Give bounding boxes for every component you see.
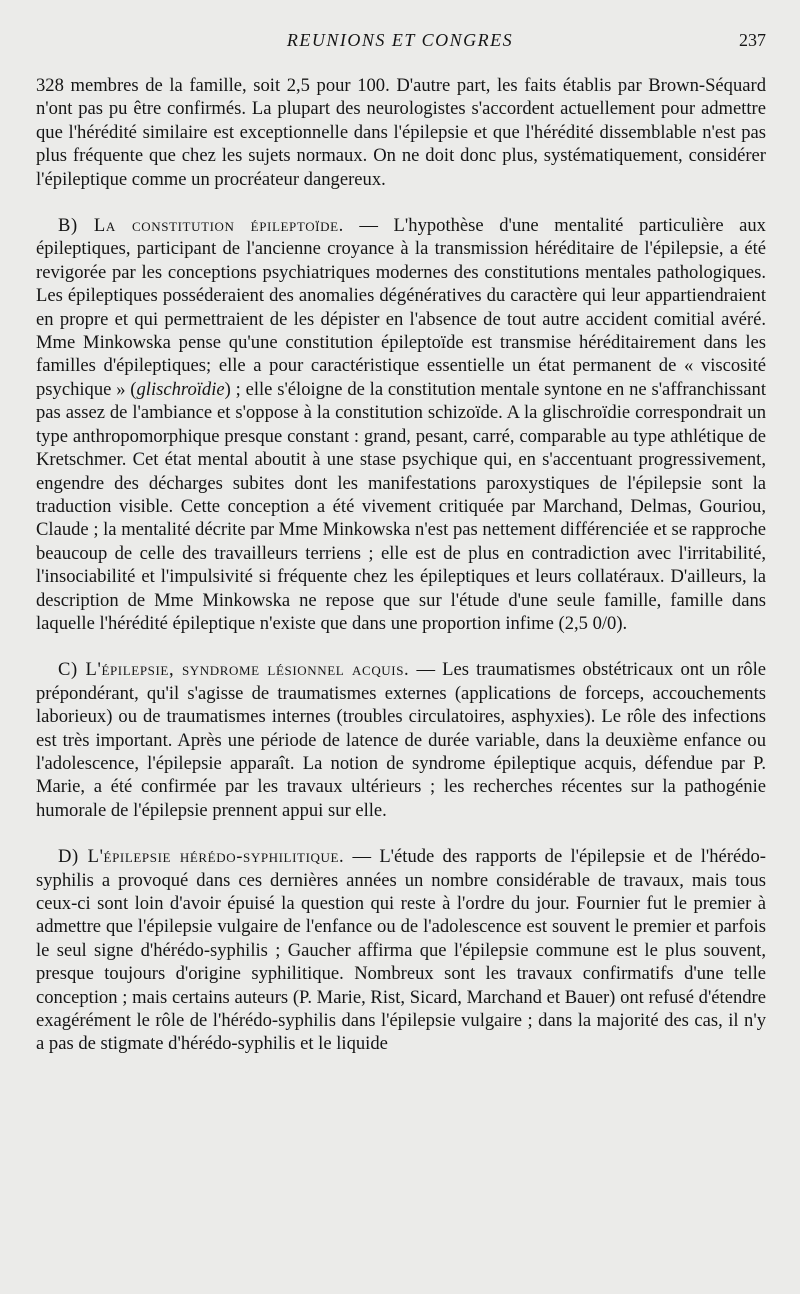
running-title: REUNIONS ET CONGRES xyxy=(286,30,514,50)
section-d-paragraph xyxy=(36,845,766,1056)
paragraph-continuation xyxy=(36,74,766,191)
running-header xyxy=(0,30,800,54)
page-number: 237 xyxy=(739,30,766,50)
italic-term: glischroïdie xyxy=(136,378,225,400)
section-heading: D) L'épilepsie hérédo-syphilitique. xyxy=(58,846,345,868)
section-c-paragraph xyxy=(36,658,766,822)
paragraph-text: 328 membres de la famille, soit 2,5 pour 100. D'autre part, les faits établis par Brown-Séquard n'ont pas pu être confirmés. La plupart des neurologistes s'accordent actuellement pour admettre que l'hérédité similaire est exceptionnelle dans l'épilepsie et que l'hérédité dissemblable n'est pas plus fréquente que chez les sujets normaux. On ne doit donc plus, systématiquement, considérer l'épileptique comme un procréateur dangereux. xyxy=(36,75,766,190)
paragraph-text: — Les traumatismes obstétricaux ont un rôle prépondérant, qu'il s'agisse de traumatismes externes (applications de forceps, accouchements laborieux) ou de traumatismes internes (troubles circulatoires, asphyxies). Le rôle des infections est très important. Après une période de latence de durée variable, dans la deuxième enfance ou l'adolescence, l'épilepsie apparaît. La notion de syndrome épileptique acquis, défendue par P. Marie, a été confirmée par les travaux ultérieurs ; les recherches récentes sur la pathogénie humorale de l'épilepsie prennent appui sur elle. xyxy=(36,659,766,821)
section-heading: C) L'épilepsie, syndrome lésionnel acquis. xyxy=(58,659,410,681)
section-b-paragraph xyxy=(36,214,766,635)
section-heading: B) La constitution épileptoïde. xyxy=(58,215,344,237)
paragraph-text: ) ; elle s'éloigne de la constitution mentale syntone en ne s'affranchissant pas assez de l'ambiance et s'oppose à la constitution schizoïde. A la glischroïdie correspondrait un type anthropomorphique presque constant : grand, pesant, carré, comparable au type athlétique de Kretschmer. Cet état mental aboutit à une stase psychique qui, en s'accentuant progressivement, engendre des décharges subites dont les manifestations paroxystiques de l'épilepsie sont la traduction visible. Cette conception a été vivement critiquée par Marchand, Delmas, Gouriou, Claude ; la mentalité décrite par Mme Minkowska n'est pas nettement différenciée et se rapproche beaucoup de celle des travailleurs terriens ; elle est de plus en contradiction avec l'irritabilité, l'insociabilité et l'impulsivité si fréquente chez les épileptiques et leurs collatéraux. D'ailleurs, la description de Mme Minkowska ne repose que sur l'étude d'une seule famille, famille dans laquelle l'hérédité épileptique n'existe que dans une proportion infime (2,5 0/0). xyxy=(36,378,766,634)
paragraph-text: — L'étude des rapports de l'épilepsie et de l'hérédo-syphilis a provoqué dans ces dernières années un nombre considérable de travaux, mais tous ceux-ci sont loin d'avoir épuisé la question qui reste à l'ordre du jour. Fournier fut le premier à admettre que l'épilepsie vulgaire de l'enfance ou de l'adolescence est souvent le premier et parfois le seul signe d'hérédo-syphilis ; Gaucher affirma que l'épilepsie commune est le plus souvent, presque toujours d'origine syphilitique. Nombreux sont les travaux confirmatifs d'une telle conception ; mais certains auteurs (P. Marie, Rist, Sicard, Marchand et Bauer) ont refusé d'étendre exagérément le rôle de l'hérédo-syphilis dans l'épilepsie vulgaire ; dans la majorité des cas, il n'y a pas de stigmate d'hérédo-syphilis et le liquide xyxy=(36,846,766,1055)
paragraph-text: — L'hypothèse d'une mentalité particulière aux épileptiques, participant de l'ancienne croyance à la transmission héréditaire de l'épilepsie, a été revigorée par les conceptions psychiatriques modernes des constitutions mentales pathologiques. Les épileptiques posséderaient des anomalies dégénératives du caractère qui leur appartiendraient en propre et qui permettraient de les dépister en l'absence de tout autre accident comitial avéré. Mme Minkowska pense qu'une constitution épileptoïde est transmise héréditairement dans les familles d'épileptiques; elle a pour caractéristique essentielle un état permanent de « viscosité psychique » ( xyxy=(36,215,766,400)
body-text xyxy=(36,74,766,1079)
